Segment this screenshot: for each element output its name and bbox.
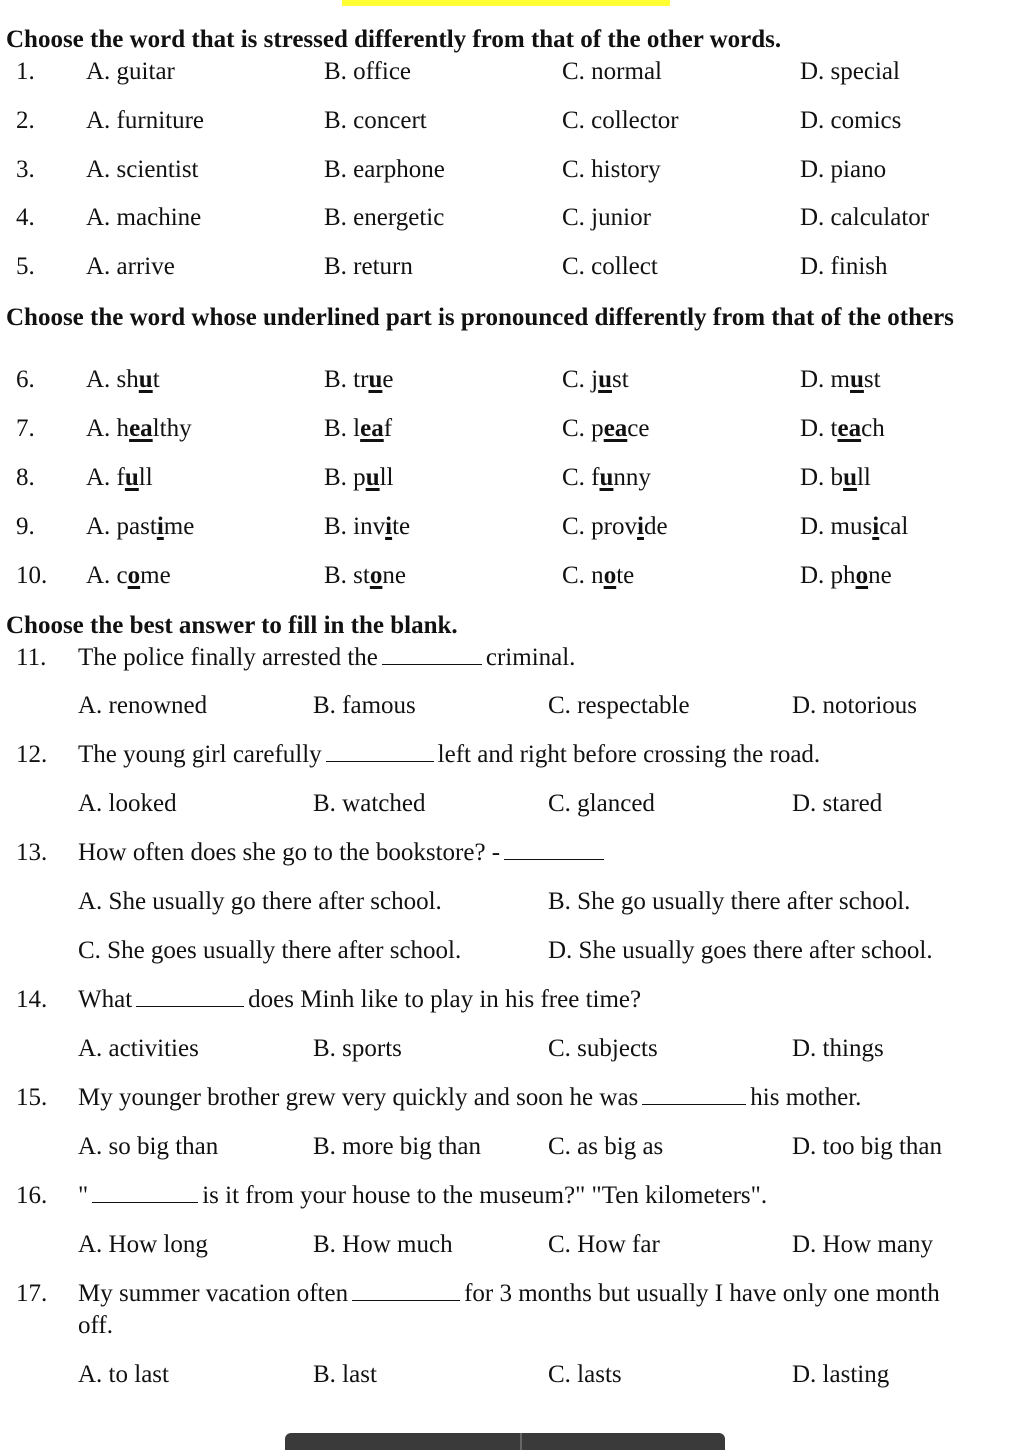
- underlined-part: ea: [360, 415, 384, 442]
- question-text: " is it from your house to the museum?" "Ten kilometers".: [78, 1182, 768, 1209]
- pronunciation-question-6: [0, 362, 1024, 398]
- question-number: 7.: [16, 415, 35, 442]
- underlined-part: u: [138, 366, 153, 393]
- pronunciation-question-9: [0, 509, 1024, 545]
- stress-question-1: [0, 54, 1024, 90]
- option-a[interactable]: A. activities: [78, 1035, 199, 1062]
- word-part: ne: [868, 562, 892, 589]
- option-d[interactable]: [800, 362, 881, 398]
- option-c[interactable]: [562, 460, 651, 496]
- section-1-heading: Choose the word that is stressed differently from that of the other words.: [6, 26, 782, 53]
- option-c[interactable]: C. as big as: [548, 1133, 664, 1160]
- option-a[interactable]: [86, 558, 171, 594]
- option-b[interactable]: B. energetic: [324, 204, 445, 231]
- highlight-bar: [342, 0, 670, 6]
- underlined-part: i: [156, 513, 164, 540]
- option-d[interactable]: [800, 411, 885, 447]
- word-part: ll: [379, 464, 394, 491]
- underlined-part: o: [855, 562, 869, 589]
- word-part: C. p: [562, 415, 604, 442]
- word-part: B. tr: [324, 366, 369, 393]
- word-part: e: [382, 366, 394, 393]
- underlined-part: i: [637, 513, 644, 540]
- option-a[interactable]: A. renowned: [78, 692, 208, 719]
- option-b[interactable]: B. earphone: [324, 156, 445, 183]
- option-a[interactable]: [86, 460, 153, 496]
- word-part: lthy: [152, 415, 192, 442]
- answer-blank: [504, 837, 604, 860]
- question-number: 9.: [16, 513, 35, 540]
- question-number: 17.: [16, 1280, 48, 1307]
- word-part: A. past: [86, 513, 157, 540]
- option-a[interactable]: [86, 411, 192, 447]
- stress-question-2: [0, 103, 1024, 139]
- underlined-part: ea: [603, 415, 628, 442]
- option-d[interactable]: D. too big than: [792, 1133, 942, 1160]
- answer-blank: [382, 642, 482, 665]
- word-part: A. f: [86, 464, 125, 491]
- question-number: 15.: [16, 1084, 48, 1111]
- underlined-part: u: [124, 464, 139, 491]
- underlined-part: u: [599, 464, 614, 491]
- pronunciation-question-10: [0, 558, 1024, 594]
- question-13-options-row2: [0, 933, 1024, 969]
- option-c[interactable]: C. She goes usually there after school.: [78, 937, 462, 964]
- question-number: 16.: [16, 1182, 48, 1209]
- option-a[interactable]: A. scientist: [86, 156, 199, 183]
- option-c[interactable]: [562, 558, 634, 594]
- option-c[interactable]: [562, 362, 629, 398]
- word-part: ll: [138, 464, 153, 491]
- word-part: D. m: [800, 366, 850, 393]
- word-part: ne: [382, 562, 406, 589]
- option-a[interactable]: A. How long: [78, 1231, 208, 1258]
- stress-question-4: [0, 200, 1024, 236]
- question-text: The young girl carefully left and right before crossing the road.: [78, 741, 821, 768]
- question-text: How often does she go to the bookstore? -: [78, 837, 968, 869]
- answer-blank: [642, 1082, 746, 1105]
- underlined-part: o: [369, 562, 383, 589]
- option-c[interactable]: C. collector: [562, 107, 679, 134]
- word-part: te: [616, 562, 635, 589]
- word-part: A. h: [86, 415, 130, 442]
- option-a[interactable]: A. machine: [86, 204, 202, 231]
- underlined-part: i: [872, 513, 880, 540]
- pronunciation-question-8: [0, 460, 1024, 496]
- option-d[interactable]: D. How many: [792, 1231, 933, 1258]
- word-part: D. t: [800, 415, 838, 442]
- option-c[interactable]: C. respectable: [548, 692, 690, 719]
- option-c[interactable]: C. history: [562, 156, 661, 183]
- option-c[interactable]: C. junior: [562, 204, 651, 231]
- word-part: B. inv: [324, 513, 386, 540]
- underlined-part: u: [365, 464, 380, 491]
- option-a[interactable]: A. so big than: [78, 1133, 219, 1160]
- word-part: ch: [861, 415, 885, 442]
- pronunciation-question-7: [0, 411, 1024, 447]
- option-a[interactable]: A. looked: [78, 790, 177, 817]
- question-16-options: [0, 1227, 1024, 1263]
- question-12-options: [0, 786, 1024, 822]
- question-text: My younger brother grew very quickly and soon he was his mother.: [78, 1084, 862, 1111]
- word-part: te: [392, 513, 411, 540]
- option-b[interactable]: B. return: [324, 253, 413, 280]
- underlined-part: u: [368, 366, 383, 393]
- underlined-part: u: [850, 366, 864, 393]
- option-c[interactable]: C. How far: [548, 1231, 660, 1258]
- option-a[interactable]: [86, 509, 194, 545]
- option-d[interactable]: D. piano: [800, 156, 887, 183]
- option-b[interactable]: B. watched: [313, 790, 426, 817]
- underlined-part: ea: [129, 415, 153, 442]
- option-d[interactable]: D. special: [800, 58, 900, 85]
- underlined-part: i: [385, 513, 393, 540]
- option-b[interactable]: B. concert: [324, 107, 427, 134]
- option-d[interactable]: [800, 460, 871, 496]
- option-c[interactable]: C. glanced: [548, 790, 655, 817]
- word-part: B. st: [324, 562, 370, 589]
- option-a[interactable]: A. arrive: [86, 253, 175, 280]
- option-b[interactable]: B. How much: [313, 1231, 453, 1258]
- word-part: nny: [613, 464, 651, 491]
- section-2-heading: Choose the word whose underlined part is pronounced differently from that of the others: [6, 304, 954, 331]
- question-11-options: [0, 688, 1024, 724]
- word-part: A. sh: [86, 366, 139, 393]
- word-part: D. mus: [800, 513, 873, 540]
- option-d[interactable]: D. She usually goes there after school.: [548, 937, 933, 964]
- option-a[interactable]: A. to last: [78, 1361, 169, 1388]
- question-text: What does Minh like to play in his free time?: [78, 986, 642, 1013]
- option-b[interactable]: [324, 362, 393, 398]
- option-c[interactable]: C. lasts: [548, 1361, 622, 1388]
- question-number: 3.: [16, 156, 35, 183]
- option-b[interactable]: B. She go usually there after school.: [548, 888, 911, 915]
- answer-blank: [352, 1278, 460, 1301]
- option-d[interactable]: [800, 558, 892, 594]
- word-part: me: [163, 513, 195, 540]
- question-number: 14.: [16, 986, 48, 1013]
- option-d[interactable]: [800, 509, 908, 545]
- option-b[interactable]: [324, 460, 394, 496]
- stress-question-3: [0, 152, 1024, 188]
- word-part: C. n: [562, 562, 604, 589]
- option-b[interactable]: B. sports: [313, 1035, 402, 1062]
- word-part: A. c: [86, 562, 128, 589]
- question-13-options-row1: [0, 884, 1024, 920]
- option-a[interactable]: A. She usually go there after school.: [78, 888, 442, 915]
- option-a[interactable]: A. guitar: [86, 58, 175, 85]
- option-d[interactable]: D. finish: [800, 253, 888, 280]
- question-number: 5.: [16, 253, 35, 280]
- underlined-part: u: [843, 464, 857, 491]
- word-part: st: [612, 366, 629, 393]
- answer-blank: [326, 739, 434, 762]
- question-number: 13.: [16, 839, 48, 866]
- answer-blank: [92, 1180, 198, 1203]
- question-number: 11.: [16, 644, 47, 671]
- word-part: f: [383, 415, 393, 442]
- word-part: cal: [879, 513, 909, 540]
- option-c[interactable]: [562, 411, 650, 447]
- word-part: C. j: [562, 366, 599, 393]
- underlined-part: ea: [837, 415, 862, 442]
- word-part: D. ph: [800, 562, 856, 589]
- question-15-options: [0, 1129, 1024, 1165]
- option-b[interactable]: B. office: [324, 58, 412, 85]
- word-part: B. p: [324, 464, 366, 491]
- option-a[interactable]: [86, 362, 160, 398]
- stress-question-5: [0, 249, 1024, 285]
- option-a[interactable]: A. furniture: [86, 107, 205, 134]
- word-part: st: [863, 366, 881, 393]
- option-b[interactable]: B. more big than: [313, 1133, 482, 1160]
- bottom-toolbar: [285, 1433, 725, 1450]
- word-part: ce: [627, 415, 650, 442]
- option-d[interactable]: D. calculator: [800, 204, 930, 231]
- option-c[interactable]: C. collect: [562, 253, 658, 280]
- question-text: My summer vacation often for 3 months but usually I have only one month off.: [78, 1280, 940, 1339]
- underlined-part: o: [127, 562, 141, 589]
- word-part: C. prov: [562, 513, 637, 540]
- word-part: t: [152, 366, 160, 393]
- option-d[interactable]: D. notorious: [792, 692, 917, 719]
- option-d[interactable]: D. things: [792, 1035, 884, 1062]
- option-c[interactable]: [562, 509, 668, 545]
- question-number: 10.: [16, 562, 48, 589]
- option-d[interactable]: D. comics: [800, 107, 902, 134]
- word-part: me: [140, 562, 171, 589]
- option-c[interactable]: C. normal: [562, 58, 662, 85]
- word-part: de: [643, 513, 668, 540]
- option-d[interactable]: D. lasting: [792, 1361, 890, 1388]
- question-number: 8.: [16, 464, 35, 491]
- question-number: 4.: [16, 204, 35, 231]
- question-number: 6.: [16, 366, 35, 393]
- answer-blank: [136, 984, 244, 1007]
- question-number: 12.: [16, 741, 48, 768]
- word-part: ll: [856, 464, 871, 491]
- option-b[interactable]: [324, 411, 392, 447]
- question-text: The police finally arrested the criminal.: [78, 644, 576, 671]
- question-14-options: [0, 1031, 1024, 1067]
- option-b[interactable]: B. last: [313, 1361, 377, 1388]
- question-number: 2.: [16, 107, 35, 134]
- word-part: B. l: [324, 415, 361, 442]
- option-b[interactable]: [324, 558, 406, 594]
- option-d[interactable]: D. stared: [792, 790, 883, 817]
- underlined-part: u: [598, 366, 613, 393]
- word-part: C. f: [562, 464, 600, 491]
- option-b[interactable]: [324, 509, 410, 545]
- toolbar-divider: [520, 1433, 522, 1450]
- question-17-options: [0, 1357, 1024, 1393]
- word-part: D. b: [800, 464, 844, 491]
- option-b[interactable]: B. famous: [313, 692, 416, 719]
- underlined-part: o: [603, 562, 617, 589]
- option-c[interactable]: C. subjects: [548, 1035, 658, 1062]
- question-number: 1.: [16, 58, 35, 85]
- section-3-heading: Choose the best answer to fill in the blank.: [6, 612, 458, 639]
